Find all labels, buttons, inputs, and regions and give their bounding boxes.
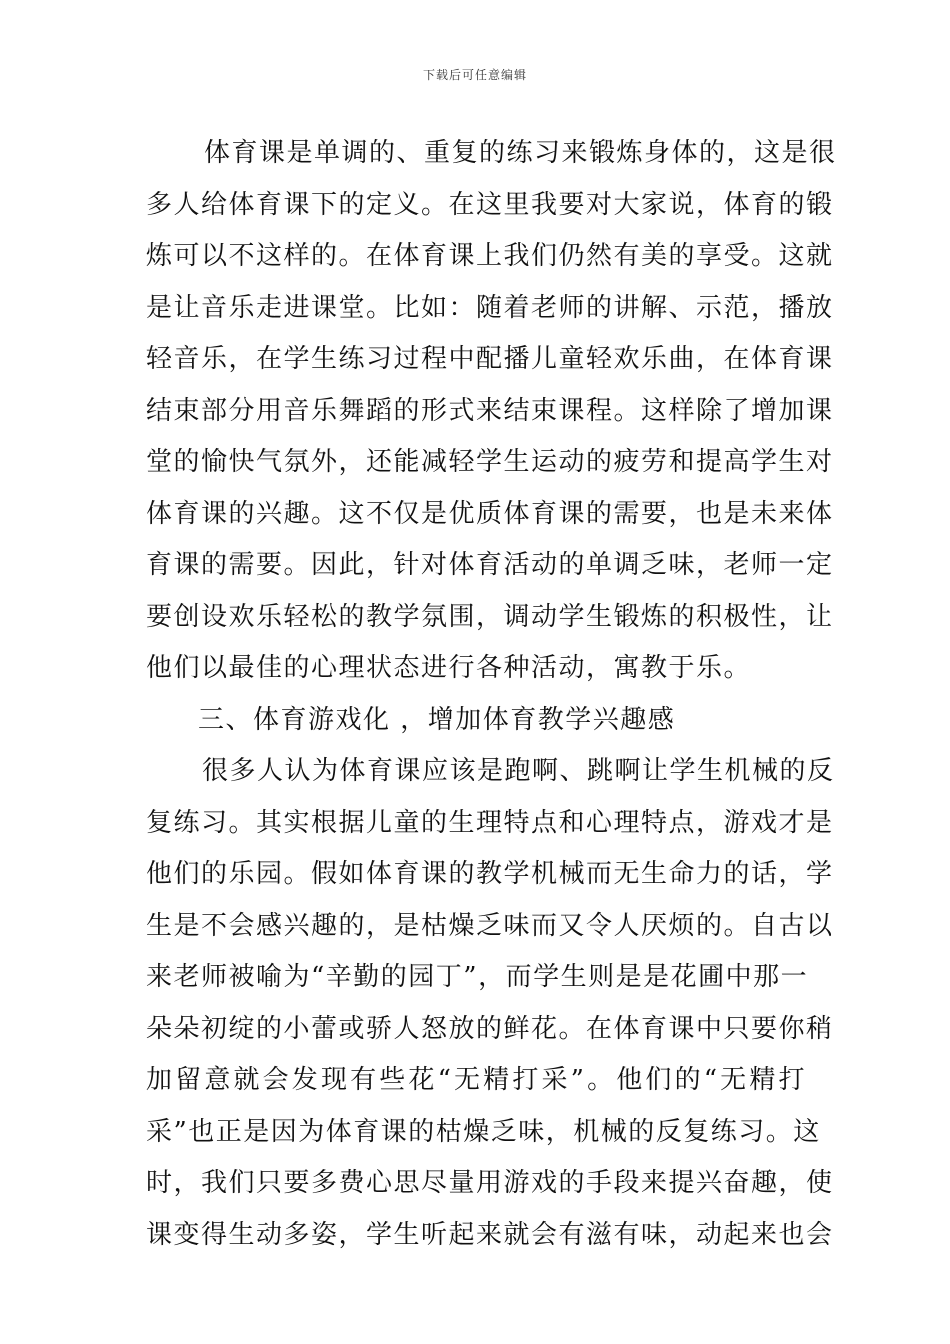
document-body bbox=[146, 128, 837, 1261]
paragraph-1-line-8: 体育课的兴趣。这不仅是优质体育课的需要，也是未来体 bbox=[146, 498, 834, 529]
paragraph-2-line-3: 他们的乐园。假如体育课的教学机械而无生命力的话，学 bbox=[146, 859, 834, 889]
paragraph-1-line-9: 育课的需要。因此，针对体育活动的单调乏味，老师一定 bbox=[146, 550, 834, 580]
paragraph-2-line-4: 生是不会感兴趣的，是枯燥乏味而又令人厌烦的。自古以 bbox=[146, 910, 834, 941]
paragraph-1-line-2: 多人给体育课下的定义。在这里我要对大家说，体育的锻 bbox=[146, 189, 834, 220]
paragraph-1-line-4: 是让音乐走进课堂。比如：随着老师的讲解、示范，播放 bbox=[146, 292, 834, 323]
paragraph-1-line-10: 要创设欢乐轻松的教学氛围，调动学生锻炼的积极性，让 bbox=[146, 601, 834, 632]
paragraph-2-line-9: 时，我们只要多费心思尽量用游戏的手段来提兴奋趣，使 bbox=[146, 1168, 834, 1198]
paragraph-2-line-10: 课变得生动多姿，学生听起来就会有滋有味，动起来也会 bbox=[146, 1219, 834, 1250]
paragraph-1-line-3: 炼可以不这样的。在体育课上我们仍然有美的享受。这就 bbox=[146, 241, 834, 271]
paragraph-2-line-8: 采”也正是因为体育课的枯燥乏味，机械的反复练习。这 bbox=[146, 1116, 821, 1147]
page-header: 下载后可任意编辑 bbox=[422, 68, 527, 82]
paragraph-1-line-11: 他们以最佳的心理状态进行各种活动，寓教于乐。 bbox=[146, 653, 752, 683]
paragraph-2-line-1: 很多人认为体育课应该是跑啊、跳啊让学生机械的反 bbox=[202, 756, 835, 786]
paragraph-1-line-1: 体育课是单调的、重复的练习来锻炼身体的，这是很 bbox=[204, 138, 837, 168]
paragraph-1-line-7: 堂的愉快气氛外，还能减轻学生运动的疲劳和提高学生对 bbox=[146, 447, 834, 477]
paragraph-1-line-6: 结束部分用音乐舞蹈的形式来结束课程。这样除了增加课 bbox=[146, 395, 834, 426]
paragraph-2-line-6: 朵朵初绽的小蕾或骄人怒放的鲜花。在体育课中只要你稍 bbox=[146, 1013, 834, 1044]
paragraph-1-line-5: 轻音乐，在学生练习过程中配播儿童轻欢乐曲，在体育课 bbox=[146, 344, 834, 374]
paragraph-2-line-7: 加留意就会发现有些花“无精打采”。他们的“无精打 bbox=[146, 1065, 806, 1095]
paragraph-2-line-5: 来老师被喻为“辛勤的园丁”，而学生则是是花圃中那一 bbox=[146, 962, 809, 992]
section-heading: 三、体育游戏化 ，增加体育教学兴趣感 bbox=[198, 704, 676, 735]
paragraph-2-line-2: 复练习。其实根据儿童的生理特点和心理特点，游戏才是 bbox=[146, 807, 834, 838]
